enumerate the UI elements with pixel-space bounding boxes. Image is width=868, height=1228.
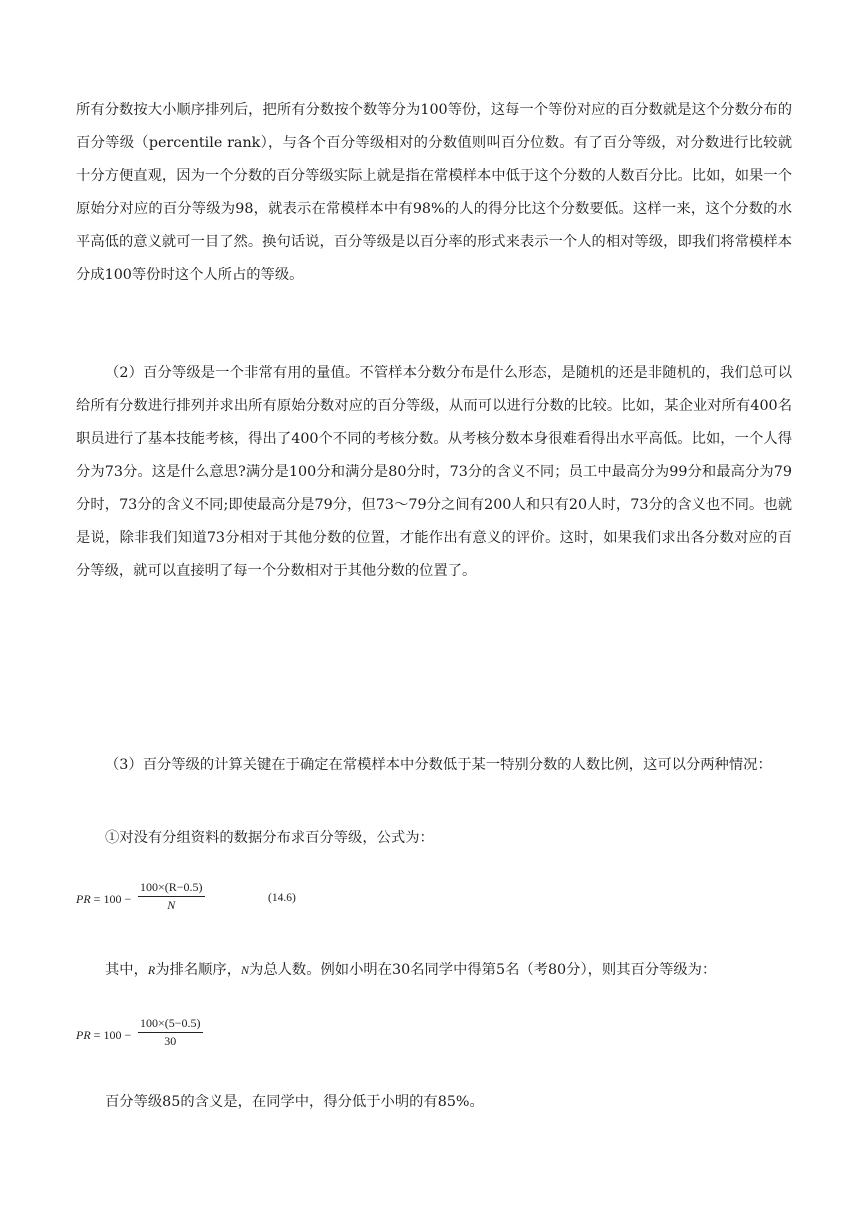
variable-r: R — [147, 963, 156, 977]
formula-example-denominator: 30 — [164, 1034, 177, 1048]
equation-number: (14.6) — [268, 892, 296, 904]
paragraph-ungrouped-formula-intro: ①对没有分组资料的数据分布求百分等级，公式为： — [105, 830, 434, 846]
formula-example-numerator: 100×(5−0.5) — [138, 1016, 203, 1033]
formula-example — [76, 1016, 276, 1056]
paragraph-percentile-calculation: （3）百分等级的计算关键在于确定在常模样本中分数低于某一特别分数的人数比例，这可以分两种情况： — [105, 757, 772, 773]
formula-lhs: PR = 100 − — [76, 892, 132, 906]
formula-fraction — [138, 880, 205, 913]
paragraph-example: 其中，R为排名顺序，N为总人数。例如小明在30名同学中得第5名（考80分），则其百分等级为： — [105, 962, 717, 978]
paragraph-percentile-usefulness: （2）百分等级是一个非常有用的量值。不管样本分数分布是什么形态，是随机的还是非随机的，我们总可以给所有分数进行排列并求出所有原始分数对应的百分等级，从而可以进行分数的比较。比如，某企业对所有400名职员进行了基本技能考核，得出了400个不同的考核分数。从考核分数本身很难看得出水平高低。比如，一个人得分为73分。这是什么意思?满分是100分和满分是80分时，73分的含义不同；员工中最高分为99分和最高分为79分时，73分的含义不同;即使最高分是79分，但73～79分之间有200人和只有20人时，73分的含义也不同。也就是说，除非我们知道73分相对于其他分数的位置，才能作出有意义的评价。这时，如果我们求出各分数对应的百分等级，就可以直接明了每一个分数相对于其他分数的位置了。 — [76, 365, 792, 579]
formula-example-fraction — [138, 1016, 203, 1049]
paragraph-result-meaning: 百分等级85的含义是，在同学中，得分低于小明的有85%。 — [105, 1094, 484, 1110]
variable-n: N — [241, 963, 250, 977]
formula-numerator: 100×(R−0.5) — [138, 880, 205, 897]
formula-percentile-rank — [76, 880, 376, 920]
formula-denominator: N — [167, 898, 176, 912]
formula-example-lhs: PR = 100 − — [76, 1028, 132, 1042]
paragraph-percentile-definition: 所有分数按大小顺序排列后，把所有分数按个数等分为100等份，这每一个等份对应的百分数就是这个分数分布的百分等级（percentile rank），与各个百分等级相对的分数值则叫百分位数。有了百分等级，对分数进行比较就十分方便直观，因为一个分数的百分等级实际上就是指在常模样本中低于这个分数的人数百分比。比如，如果一个原始分对应的百分等级为98，就表示在常模样本中有98%的人的得分比这个分数要低。这样一来，这个分数的水平高低的意义就可一目了然。换句话说，百分等级是以百分率的形式来表示一个人的相对等级，即我们将常模样本分成100等份时这个人所占的等级。 — [76, 102, 792, 283]
